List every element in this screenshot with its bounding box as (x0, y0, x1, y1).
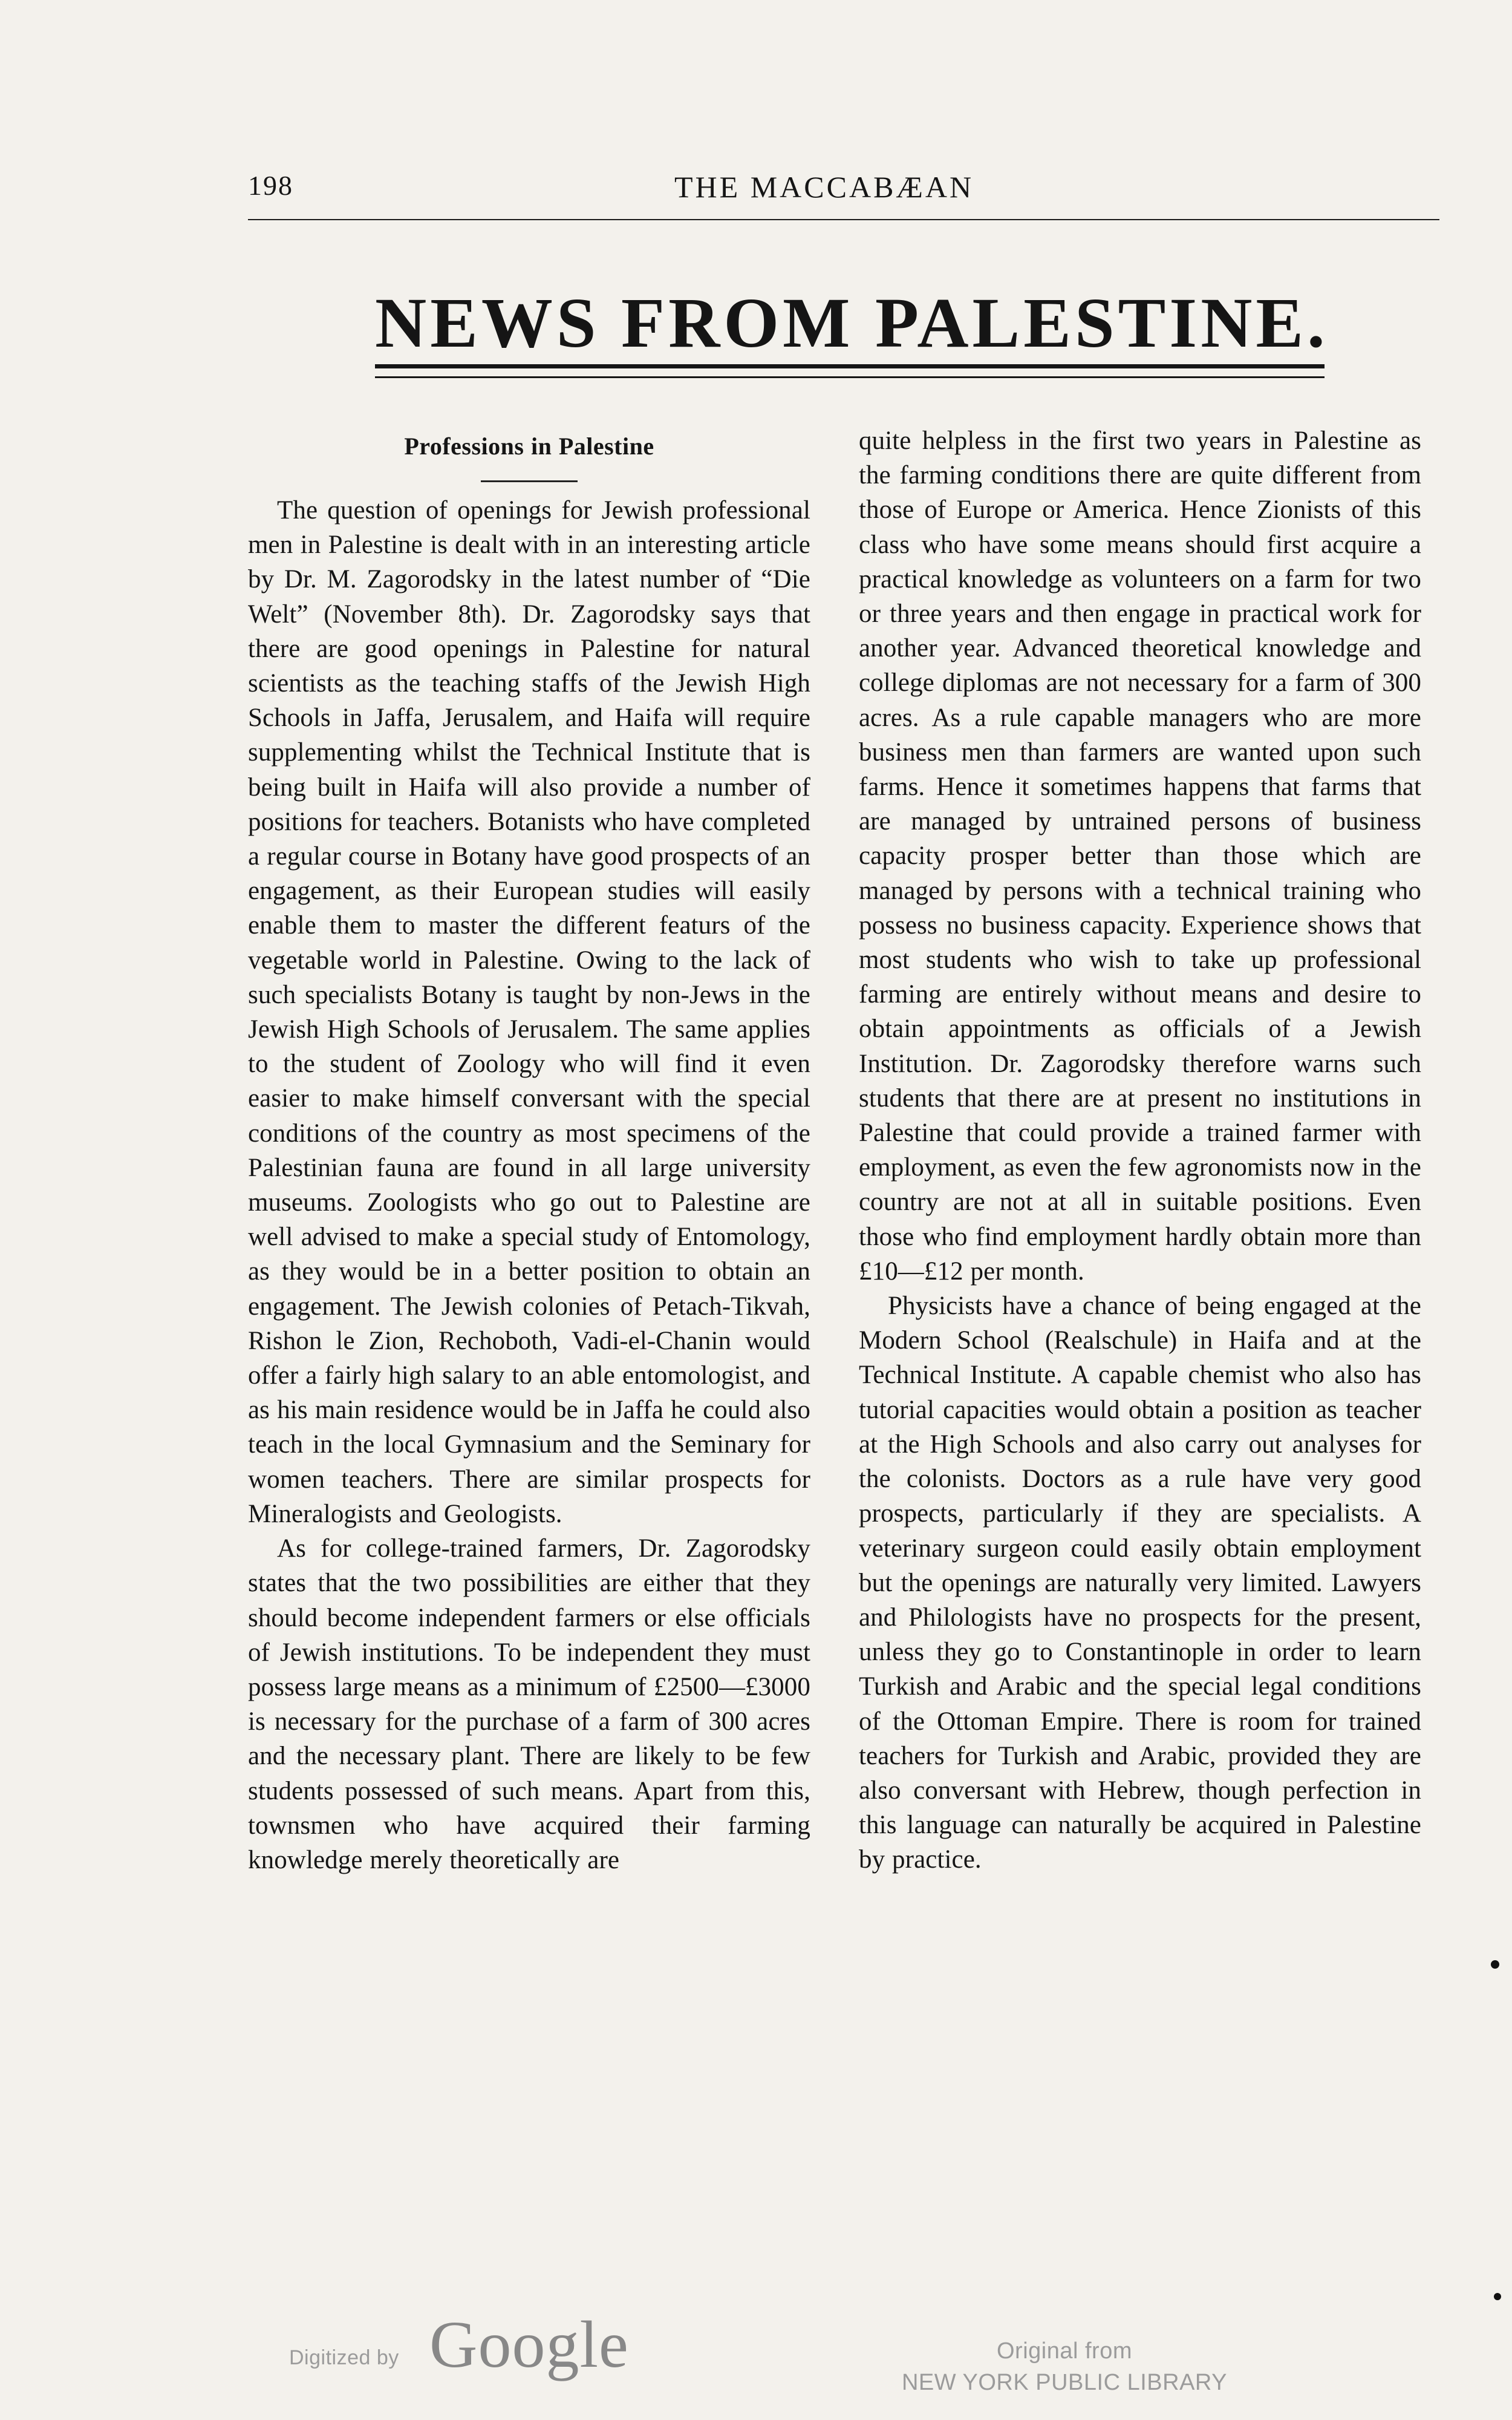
page-number: 198 (248, 170, 293, 201)
title-rule-bottom (375, 376, 1325, 378)
section-rule (481, 480, 578, 482)
scan-dot (1494, 2293, 1501, 2300)
scan-dot (1491, 1960, 1499, 1969)
digitized-by-label: Digitized by (289, 2346, 399, 2369)
left-column (248, 424, 810, 1877)
title-rule-top (375, 364, 1325, 368)
publication-title: THE MACCABÆAN (674, 170, 974, 204)
original-from-label: Original from (997, 2338, 1132, 2364)
right-column (859, 424, 1421, 1877)
left-paragraph-1: The question of openings for Jewish professional men in Palestine is dealt with in an interesting article by Dr. M. Zagorodsky in the latest number of “Die Welt” (November 8th). Dr. Zagorodsky says that there are good openings in Palestine for natural scientists as the teaching staffs of the Jewish High Schools in Jaffa, Jerusalem, and Haifa will require supplementing whilst the Technical Institute that is being built in Haifa will also provide a number of positions for teachers. Botanists who have completed a regular course in Botany have good prospects of an engagement, as their European studies will easily enable them to master the different featurs of the vegetable world in Palestine. Owing to the lack of such specialists Botany is taught by non-Jews in the Jewish High Schools of Jerusalem. The same applies to the student of Zoology who will find it even easier to make himself conversant with the special conditions of the country as most specimens of the Palestinian fauna are found in all large university museums. Zoologists who go out to Palestine are well advised to make a special study of Entomology, as they would be in a better position to obtain an engagement. The Jewish colonies of Petach-Tikvah, Rishon le Zion, Rechoboth, Vadi-el-Chanin would offer a fairly high salary to an able entomologist, and as his main residence would be in Jaffa he could also teach in the local Gymnasium and the Seminary for women teachers. There are similar prospects for Mineralogists and Geologists. (248, 496, 810, 1528)
header-rule (248, 219, 1439, 220)
right-paragraph-2: Physicists have a chance of being engaged at the Modern School (Realschule) in Haifa and at the Technical Institute. A capable chemist who also has tutorial capacities would obtain a position as teacher at the High Schools and also carry out analyses for the colonists. Doctors as a rule have very good prospects, particularly if they are specialists. A veterinary surgeon could easily obtain employment but the openings are naturally very limited. Lawyers and Philologists have no prospects for the present, unless they go to Constantinople in order to learn Turkish and Arabic and the special legal conditions of the Ottoman Empire. There is room for trained teachers for Turkish and Arabic, provided they are also conversant with Hebrew, though perfection in this language can naturally be acquired in Palestine by practice. (859, 1292, 1421, 1874)
article-title: NEWS FROM PALESTINE. (375, 283, 1329, 362)
google-logo: Google (429, 2307, 629, 2381)
right-paragraph-1: quite helpless in the first two years in Palestine as the farming conditions there are quite different from those of Europe or America. Hence Zionists of this class who have some means should first acquire a practical knowledge as volunteers on a farm for two or three years and then engage in practical work for another year. Advanced theoretical knowledge and college diplomas are not necessary for a farm of 300 acres. As a rule capable managers who are more business men than farmers are wanted upon such farms. Hence it sometimes happens that farms that are managed by untrained persons of business capacity prosper better than those which are managed by persons with a technical training who possess no business capacity. Experience shows that most students who wish to take up professional farming are entirely without means and desire to obtain appointments as officials of a Jewish Institution. Dr. Zagorodsky therefore warns such students that there are at present no institutions in Palestine that could provide a trained farmer with employment, as even the few agronomists now in the country are not at all in suitable positions. Even those who find employment hardly obtain more than £10—£12 per month. (859, 427, 1421, 1286)
library-credit (877, 2335, 1252, 2398)
library-name: NEW YORK PUBLIC LIBRARY (901, 2370, 1228, 2395)
left-paragraph-2: As for college-trained farmers, Dr. Zagorodsky states that the two possibilities are either that they should become independent farmers or else officials of Jewish institutions. To be independent they must possess large means as a minimum of £2500—£3000 is necessary for the purchase of a farm of 300 acres and the necessary plant. There are likely to be few students possessed of such means. Apart from this, townsmen who have acquired their farming knowledge merely theoretically are (248, 1534, 810, 1874)
section-heading: Professions in Palestine (404, 433, 654, 460)
